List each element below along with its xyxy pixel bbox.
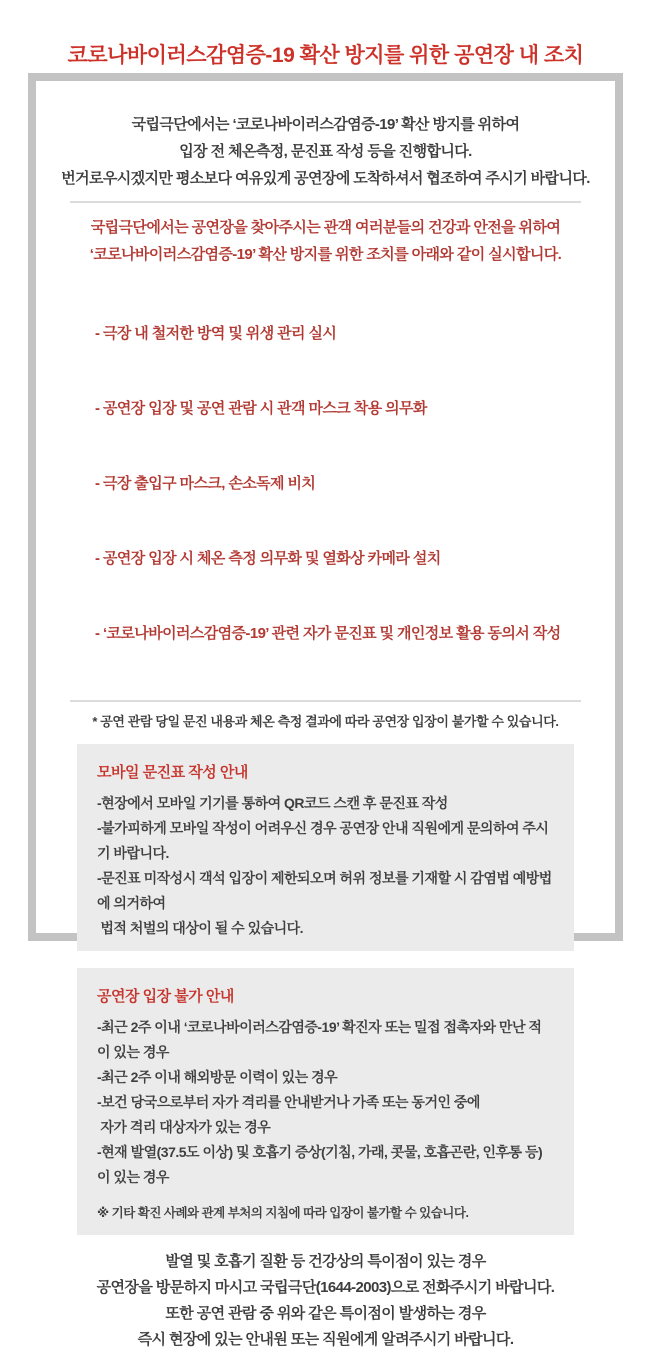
divider [70, 201, 581, 203]
entry-panel-note: ※ 기타 확진 사례와 관계 부처의 지침에 따라 입장이 불가할 수 있습니다. [97, 1206, 469, 1220]
measure-item: - ‘코로나바이러스감염증-19’ 관련 자가 문진표 및 개인정보 활용 동의서 작성 [95, 625, 561, 642]
entry-panel-line: -최근 2주 이내 해외방문 이력이 있는 경우 [97, 1069, 338, 1085]
entry-panel-line: -현재 발열(37.5도 이상) 및 호흡기 증상(기침, 가래, 콧물, 호흡곤란, 인후통 등)이 있는 경우 [97, 1144, 543, 1185]
mobile-questionnaire-panel [77, 744, 574, 951]
page-title: 코로나바이러스감염증-19 확산 방지를 위한 공연장 내 조치 [67, 44, 584, 68]
measure-item: - 극장 출입구 마스크, 손소독제 비치 [95, 475, 316, 492]
footer-paragraph [36, 1249, 615, 1353]
mobile-panel-line: -현장에서 모바일 기기를 통하여 QR코드 스캔 후 문진표 작성 [97, 795, 448, 811]
footer-line: 즉시 현장에 있는 안내원 또는 직원에게 알려주시기 바랍니다. [137, 1331, 514, 1348]
measures-heading-line: 국립극단에서는 공연장을 찾아주시는 관객 여러분들의 건강과 안전을 위하여 [90, 219, 561, 236]
entry-restriction-panel [77, 968, 574, 1235]
measures-heading-line: ‘코로나바이러스감염증-19’ 확산 방지를 위한 조치를 아래와 같이 실시합니다. [89, 246, 562, 263]
intro-line: 번거로우시겠지만 평소보다 여유있게 공연장에 도착하셔서 협조하여 주시기 바랍니다. [61, 170, 590, 187]
entry-panel-line: 자가 격리 대상자가 있는 경우 [97, 1119, 271, 1135]
measures-list [95, 271, 585, 696]
mobile-panel-line: -불가피하게 모바일 작성이 어려우신 경우 공연장 안내 직원에게 문의하여 주시기 바랍니다. [97, 820, 549, 861]
measure-item: - 공연장 입장 및 공연 관람 시 관객 마스크 착용 의무화 [95, 400, 427, 417]
intro-line: 입장 전 체온측정, 문진표 작성 등을 진행합니다. [179, 143, 472, 160]
measure-item: - 공연장 입장 시 체온 측정 의무화 및 열화상 카메라 설치 [95, 550, 441, 567]
mobile-panel-line: 법적 처벌의 대상이 될 수 있습니다. [97, 920, 304, 936]
measure-item: - 극장 내 철저한 방역 및 위생 관리 실시 [95, 325, 337, 342]
mobile-panel-line: -문진표 미작성시 객석 입장이 제한되오며 허위 정보를 기재할 시 감염법 예방법에 의거하여 [97, 870, 552, 911]
entry-panel-line: -최근 2주 이내 ‘코로나바이러스감염증-19’ 확진자 또는 밀접 접촉자와 만난 적이 있는 경우 [97, 1019, 542, 1060]
screening-note: * 공연 관람 당일 문진 내용과 체온 측정 결과에 따라 공연장 입장이 불가할 수 있습니다. [92, 714, 559, 729]
divider [70, 700, 581, 702]
notice-box [28, 73, 623, 1348]
footer-line: 공연장을 방문하지 마시고 국립극단(1644-2003)으로 전화주시기 바랍니다. [96, 1279, 555, 1296]
intro-paragraph [36, 111, 615, 192]
entry-panel-line: -보건 당국으로부터 자가 격리를 안내받거나 가족 또는 동거인 중에 [97, 1094, 480, 1110]
footer-line: 또한 공연 관람 중 위와 같은 특이점이 발생하는 경우 [165, 1305, 486, 1322]
intro-line: 국립극단에서는 ‘코로나바이러스감염증-19’ 확산 방지를 위하여 [131, 116, 520, 133]
measures-heading [36, 214, 615, 268]
entry-panel-title: 공연장 입장 불가 안내 [97, 988, 234, 1005]
mobile-panel-title: 모바일 문진표 작성 안내 [97, 764, 248, 781]
footer-line: 발열 및 호흡기 질환 등 건강상의 특이점이 있는 경우 [165, 1253, 486, 1270]
